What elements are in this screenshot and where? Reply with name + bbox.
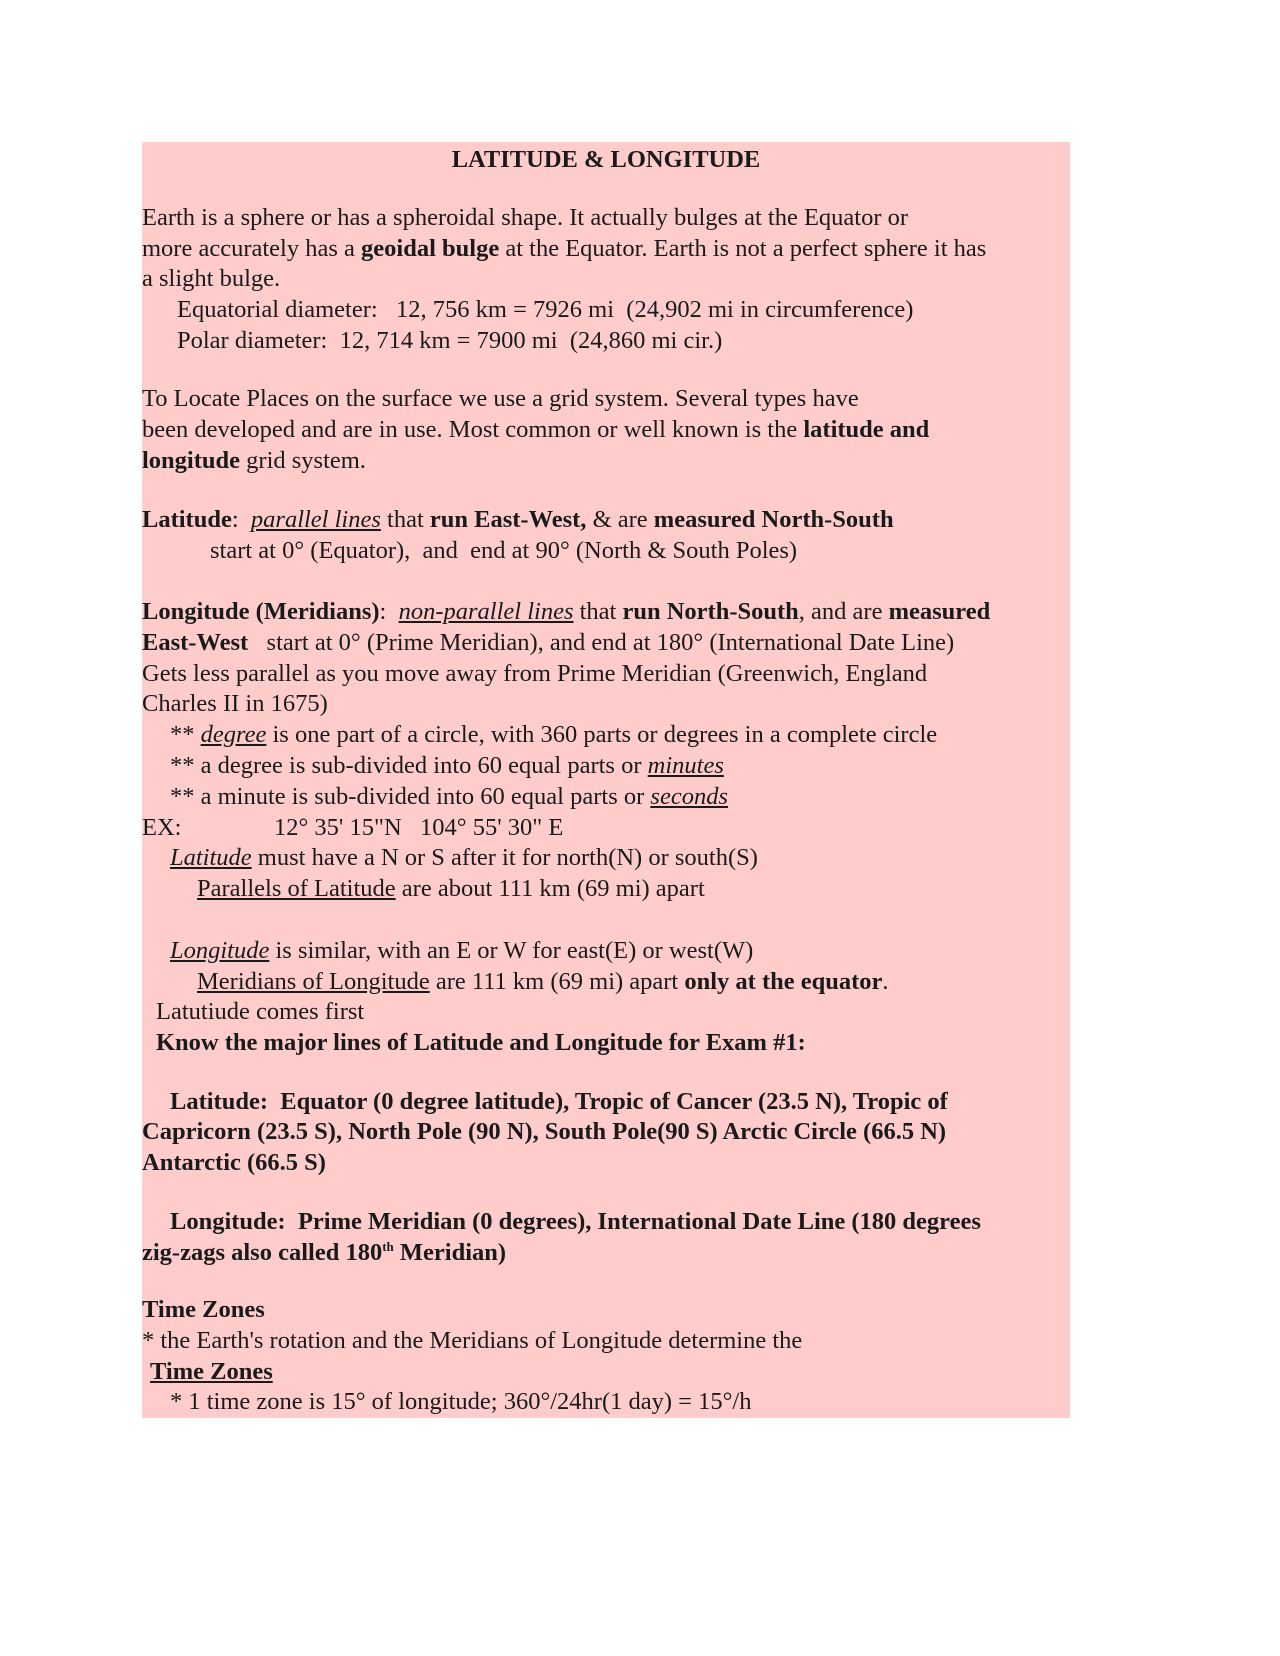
text: that (380, 506, 430, 533)
text: must have a N or S after it for north(N) or south(S) (251, 844, 758, 871)
parallels-spacing (197, 873, 705, 904)
longitude-line-4: Charles II in 1675) (142, 690, 328, 717)
time-zones-line-1: * the Earth's rotation and the Meridians of Longitude determine the (142, 1327, 803, 1354)
latitude-range: start at 0° (Equator), and end at 90° (North & South Poles) (210, 537, 798, 564)
text: zig-zags also called 180 (142, 1239, 383, 1266)
meridians-spacing (197, 966, 889, 997)
text: is one part of a circle, with 360 parts or degrees in a complete circle (266, 721, 938, 748)
superscript: th (382, 1239, 394, 1254)
bold-text: East-West (142, 629, 249, 656)
time-zones-line-3: * 1 time zone is 15° of longitude; 360°/24hr(1 day) = 15°/h (170, 1388, 752, 1415)
degree-term: degree (200, 721, 267, 748)
intro-line-1: Earth is a sphere or has a spheroidal shape. It actually bulges at the Equator or (142, 204, 909, 231)
parallel-lines-term: parallel lines (250, 506, 381, 533)
polar-diameter: Polar diameter: 12, 714 km = 7900 mi (24,860 mi cir.) (177, 327, 723, 354)
time-zones-heading: Time Zones (142, 1296, 265, 1323)
text: , and are (798, 598, 889, 625)
text: been developed and are in use. Most common or well known is the (142, 416, 804, 443)
major-longitude-line-2 (142, 1237, 506, 1268)
longitude-term: Longitude (170, 937, 270, 964)
bold-text: measured (888, 598, 991, 625)
meridians-term: Meridians of Longitude (197, 968, 430, 995)
example-label: EX: (142, 814, 182, 841)
seconds-term: seconds (650, 783, 728, 810)
longitude-line-3: Gets less parallel as you move away from Prime Meridian (Greenwich, England (142, 660, 928, 687)
latitude-definition (142, 504, 894, 535)
bold-text: longitude (142, 447, 241, 474)
bold-text: latitude and (803, 416, 930, 443)
exam-heading: Know the major lines of Latitude and Longitude for Exam #1: (156, 1029, 806, 1056)
time-zones-term: Time Zones (150, 1358, 273, 1385)
text: are 111 km (69 mi) apart (429, 968, 685, 995)
grid-line-1: To Locate Places on the surface we use a grid system. Several types have (142, 385, 859, 412)
text: that (573, 598, 623, 625)
geoidal-bulge-term: geoidal bulge (361, 235, 500, 262)
grid-line-2 (142, 414, 929, 445)
bold-text: run East-West, (429, 506, 587, 533)
latitude-label: Latitude (142, 506, 232, 533)
major-latitude-line-3: Antarctic (66.5 S) (142, 1149, 326, 1176)
equatorial-diameter: Equatorial diameter: 12, 756 km = 7926 mi (24,902 mi in circumference) (177, 296, 914, 323)
text: ** a minute is sub-divided into 60 equal parts or (170, 783, 651, 810)
parallels-term: Parallels of Latitude (197, 875, 396, 902)
bold-text: only at the equator (684, 968, 883, 995)
text: more accurately has a (142, 235, 362, 262)
minutes-term: minutes (647, 752, 724, 779)
example-coordinates: 12° 35' 15"N 104° 55' 30" E (274, 814, 564, 841)
text: are about 111 km (69 mi) apart (395, 875, 705, 902)
text: . (882, 968, 889, 995)
text: : (231, 506, 251, 533)
grid-line-3 (142, 445, 366, 476)
text: start at 0° (Prime Meridian), and end at 180° (International Date Line) (248, 629, 955, 656)
seconds-note (170, 781, 728, 812)
order-note: Latutiude comes first (156, 998, 365, 1025)
latitude-note (170, 842, 758, 873)
non-parallel-lines-term: non-parallel lines (398, 598, 574, 625)
page-title: LATITUDE & LONGITUDE (451, 146, 761, 173)
intro-line-2 (142, 233, 986, 264)
bold-text: run North-South (622, 598, 799, 625)
text: at the Equator. Earth is not a perfect sphere it has (499, 235, 987, 262)
text: Meridian) (393, 1239, 507, 1266)
document-page (142, 142, 1070, 1418)
major-latitude-line-1: Latitude: Equator (0 degree latitude), Tropic of Cancer (23.5 N), Tropic of (170, 1088, 948, 1115)
text: ** (170, 721, 201, 748)
text: & are (586, 506, 654, 533)
text: grid system. (240, 447, 366, 474)
longitude-range (142, 627, 954, 658)
longitude-note (170, 935, 753, 966)
degree-note (170, 719, 937, 750)
text: : (379, 598, 399, 625)
text: is similar, with an E or W for east(E) or west(W) (269, 937, 754, 964)
minutes-note (170, 750, 724, 781)
major-latitude-line-2: Capricorn (23.5 S), North Pole (90 N), South Pole(90 S) Arctic Circle (66.5 N) (142, 1118, 947, 1145)
longitude-label: Longitude (Meridians) (142, 598, 380, 625)
longitude-definition (142, 596, 990, 627)
bold-text: measured North-South (653, 506, 894, 533)
major-longitude-line-1: Longitude: Prime Meridian (0 degrees), International Date Line (180 degrees (170, 1208, 981, 1235)
latitude-term: Latitude (170, 844, 252, 871)
intro-line-3: a slight bulge. (142, 265, 281, 292)
text: ** a degree is sub-divided into 60 equal parts or (170, 752, 648, 779)
